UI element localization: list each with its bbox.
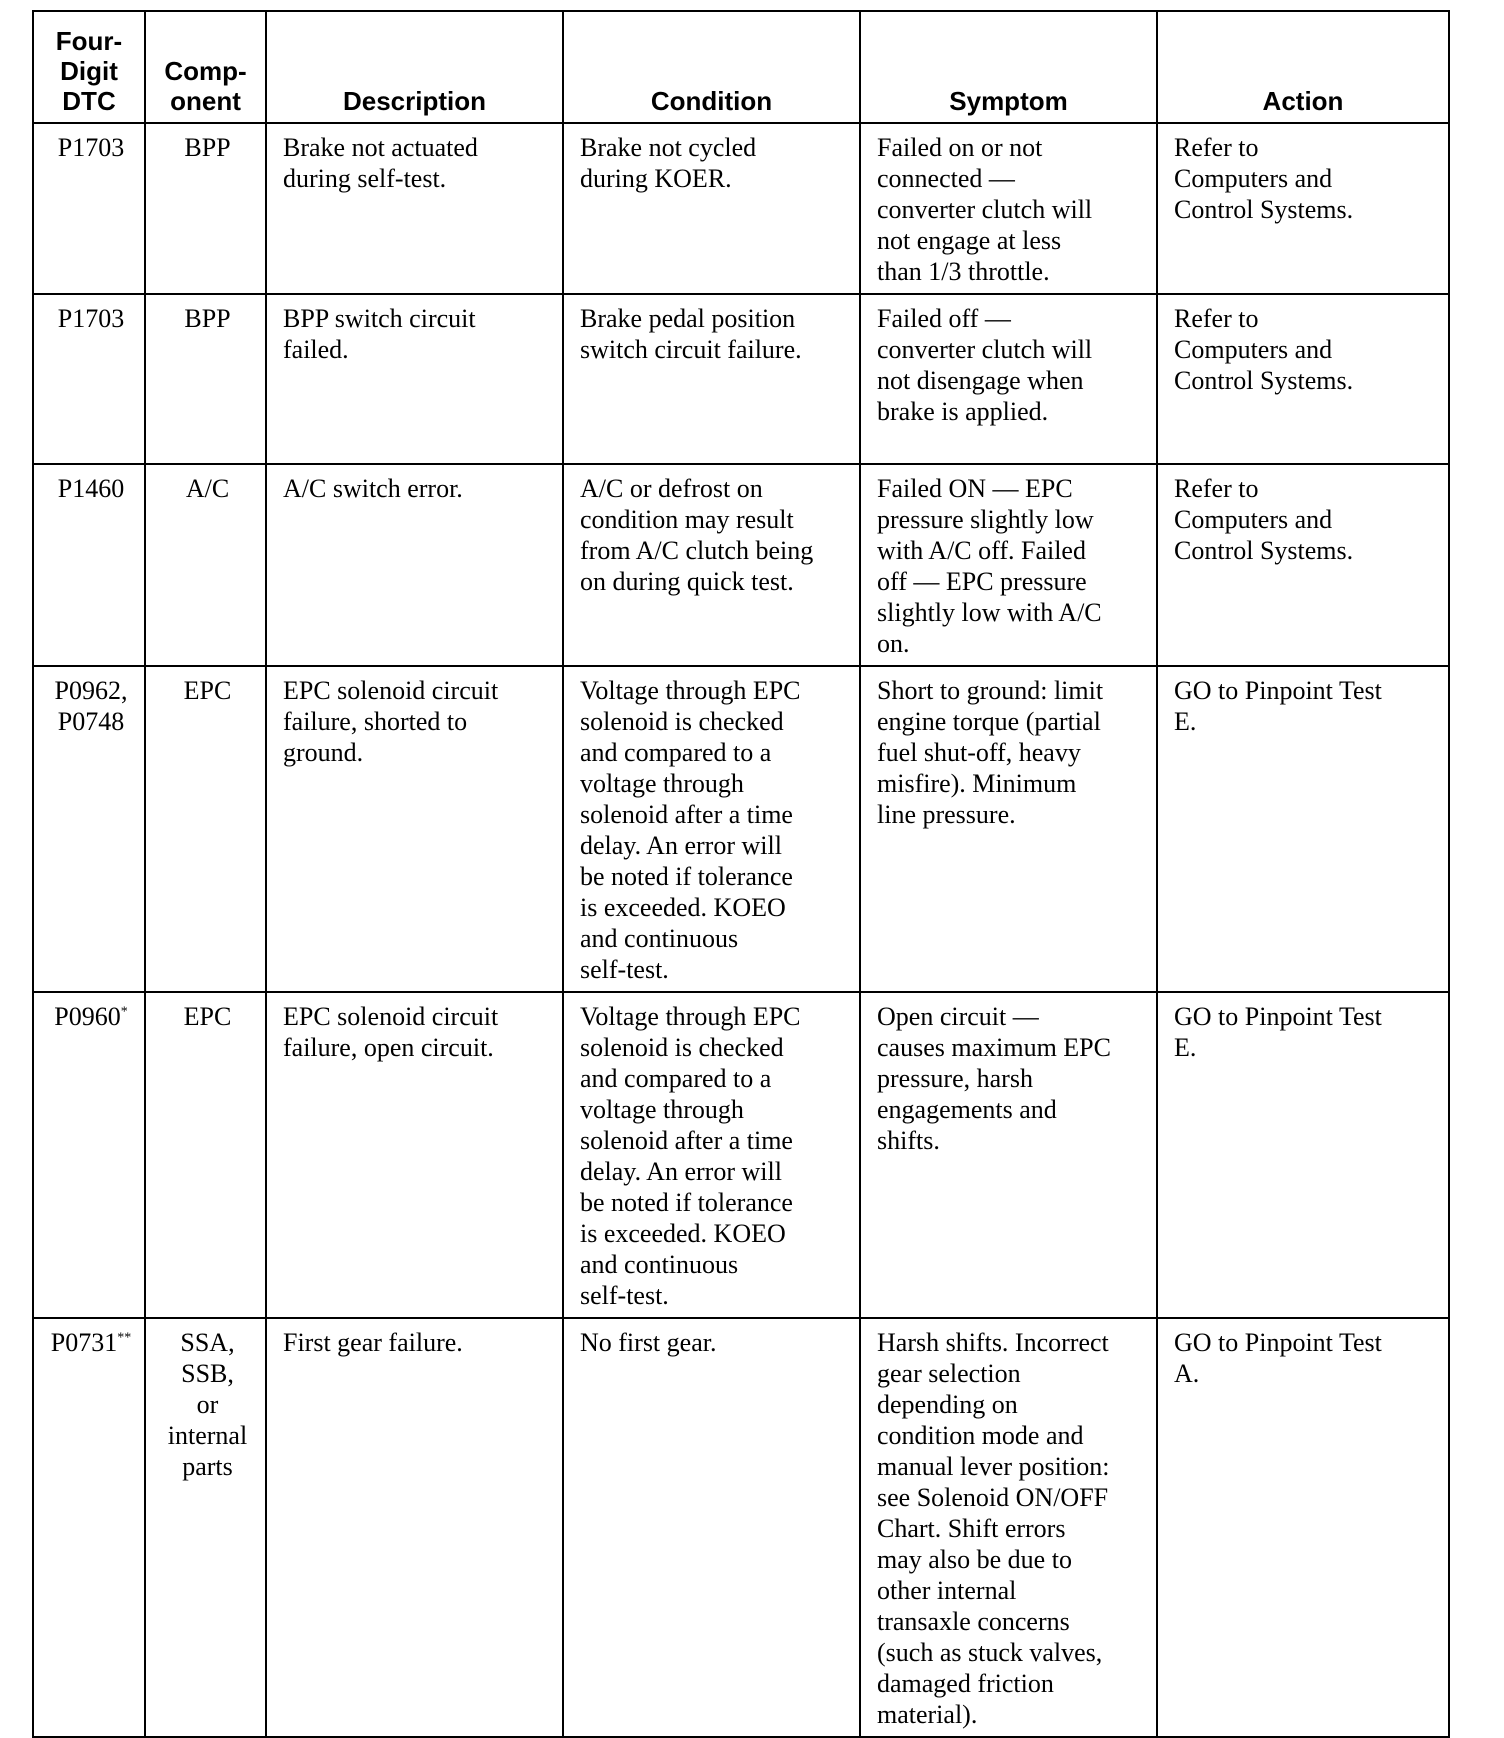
component-text-line: internal	[167, 1421, 248, 1450]
table-row	[33, 666, 1449, 992]
footnote-marker: **	[117, 1330, 132, 1346]
description-cell	[266, 992, 563, 1318]
component-cell	[145, 294, 266, 464]
symptom-text-line: pressure slightly low	[877, 505, 1094, 534]
symptom-text-line: slightly low with A/C	[877, 598, 1102, 627]
condition-text-line: self-test.	[580, 1281, 669, 1310]
condition-text-line: A/C or defrost on	[580, 474, 763, 503]
symptom-text-line: misfire). Minimum	[877, 769, 1077, 798]
symptom-text-line: line pressure.	[877, 800, 1016, 829]
symptom-text-line: engagements and	[877, 1095, 1057, 1124]
action-text-line: Control Systems.	[1174, 536, 1354, 565]
table-row	[33, 992, 1449, 1318]
component-text-line: SSB,	[181, 1359, 234, 1388]
action-text-line: E.	[1174, 1033, 1197, 1062]
condition-cell	[563, 294, 860, 464]
description-cell	[266, 123, 563, 294]
table-row	[33, 1318, 1449, 1737]
condition-text-line: No first gear.	[580, 1328, 717, 1357]
header-text-line: Digit	[60, 56, 118, 86]
symptom-text-line: fuel shut-off, heavy	[877, 738, 1081, 767]
table-row	[33, 123, 1449, 294]
condition-text-line: and compared to a	[580, 738, 772, 767]
description-cell	[266, 1318, 563, 1737]
component-text-line: A/C	[185, 474, 230, 503]
description-text-line: BPP switch circuit	[283, 304, 476, 333]
condition-text-line: be noted if tolerance	[580, 1188, 793, 1217]
action-text-line: A.	[1174, 1359, 1200, 1388]
action-cell	[1157, 992, 1449, 1318]
description-text-line: A/C switch error.	[283, 474, 463, 503]
condition-text-line: Brake pedal position	[580, 304, 796, 333]
header-text-line: Four-	[55, 26, 123, 56]
condition-cell	[563, 1318, 860, 1737]
component-text-line: SSA,	[180, 1328, 235, 1357]
action-text-line: Refer to	[1174, 474, 1259, 503]
header-text-line: Comp-	[164, 56, 247, 86]
action-text-line: GO to Pinpoint Test	[1174, 1328, 1382, 1357]
symptom-text-line: with A/C off. Failed	[877, 536, 1086, 565]
symptom-text-line: depending on	[877, 1390, 1018, 1419]
symptom-cell	[860, 666, 1157, 992]
condition-text-line: be noted if tolerance	[580, 862, 793, 891]
dtc-code-cell	[33, 1318, 145, 1737]
symptom-text-line: off — EPC pressure	[877, 567, 1087, 596]
dtc-code: P1703	[57, 133, 125, 162]
condition-text-line: solenoid is checked	[580, 1033, 784, 1062]
symptom-text-line: gear selection	[877, 1359, 1021, 1388]
action-text-line: GO to Pinpoint Test	[1174, 1002, 1382, 1031]
component-cell	[145, 1318, 266, 1737]
condition-cell	[563, 123, 860, 294]
footnote-marker: *	[120, 1004, 128, 1020]
header-text-line: DTC	[62, 86, 116, 116]
condition-cell	[563, 464, 860, 666]
description-text-line: ground.	[283, 738, 364, 767]
header-action	[1157, 11, 1449, 123]
description-text-line: failure, shorted to	[283, 707, 468, 736]
condition-cell	[563, 992, 860, 1318]
condition-text-line: switch circuit failure.	[580, 335, 802, 364]
description-cell	[266, 294, 563, 464]
symptom-text-line: may also be due to	[877, 1545, 1072, 1574]
condition-text-line: during KOER.	[580, 164, 732, 193]
dtc-code: P0962,	[54, 676, 128, 705]
component-text-line: parts	[182, 1452, 233, 1481]
symptom-text-line: Open circuit —	[877, 1002, 1039, 1031]
dtc-code: P1460	[57, 474, 125, 503]
symptom-cell	[860, 992, 1157, 1318]
dtc-code-cell	[33, 666, 145, 992]
condition-text-line: and compared to a	[580, 1064, 772, 1093]
symptom-text-line: see Solenoid ON/OFF	[877, 1483, 1109, 1512]
condition-text-line: and continuous	[580, 1250, 739, 1279]
component-text-line: BPP	[184, 133, 231, 162]
symptom-cell	[860, 1318, 1157, 1737]
dtc-code: P0748	[57, 707, 125, 736]
symptom-text-line: Failed off —	[877, 304, 1011, 333]
condition-text-line: voltage through	[580, 769, 744, 798]
symptom-text-line: (such as stuck valves,	[877, 1638, 1103, 1667]
symptom-text-line: other internal	[877, 1576, 1017, 1605]
condition-text-line: self-test.	[580, 955, 669, 984]
dtc-code-cell	[33, 464, 145, 666]
symptom-cell	[860, 294, 1157, 464]
table-header-row	[33, 11, 1449, 123]
symptom-text-line: converter clutch will	[877, 195, 1093, 224]
symptom-text-line: pressure, harsh	[877, 1064, 1033, 1093]
action-text-line: GO to Pinpoint Test	[1174, 676, 1382, 705]
header-text-line: Condition	[650, 86, 773, 116]
symptom-text-line: Short to ground: limit	[877, 676, 1104, 705]
symptom-text-line: shifts.	[877, 1126, 940, 1155]
header-text-line: onent	[170, 86, 241, 116]
header-description	[266, 11, 563, 123]
action-text-line: Control Systems.	[1174, 366, 1354, 395]
symptom-text-line: than 1/3 throttle.	[877, 257, 1050, 286]
table-row	[33, 294, 1449, 464]
dtc-table	[32, 10, 1450, 1738]
condition-cell	[563, 666, 860, 992]
action-text-line: Computers and	[1174, 164, 1333, 193]
symptom-text-line: manual lever position:	[877, 1452, 1110, 1481]
condition-text-line: is exceeded. KOEO	[580, 893, 786, 922]
description-text-line: failed.	[283, 335, 349, 364]
condition-text-line: voltage through	[580, 1095, 744, 1124]
action-cell	[1157, 123, 1449, 294]
description-text-line: failure, open circuit.	[283, 1033, 494, 1062]
symptom-cell	[860, 123, 1157, 294]
component-cell	[145, 666, 266, 992]
header-dtc	[33, 11, 145, 123]
condition-text-line: and continuous	[580, 924, 739, 953]
table-body	[33, 123, 1449, 1737]
condition-text-line: is exceeded. KOEO	[580, 1219, 786, 1248]
condition-text-line: on during quick test.	[580, 567, 794, 596]
header-text-line: Action	[1262, 86, 1344, 116]
component-cell	[145, 992, 266, 1318]
description-cell	[266, 666, 563, 992]
symptom-cell	[860, 464, 1157, 666]
symptom-text-line: connected —	[877, 164, 1015, 193]
condition-text-line: solenoid is checked	[580, 707, 784, 736]
description-text-line: First gear failure.	[283, 1328, 463, 1357]
dtc-code-cell	[33, 992, 145, 1318]
symptom-text-line: transaxle concerns	[877, 1607, 1070, 1636]
description-cell	[266, 464, 563, 666]
action-cell	[1157, 294, 1449, 464]
symptom-text-line: Harsh shifts. Incorrect	[877, 1328, 1109, 1357]
description-text-line: Brake not actuated	[283, 133, 478, 162]
symptom-text-line: converter clutch will	[877, 335, 1093, 364]
condition-text-line: Voltage through EPC	[580, 676, 801, 705]
action-text-line: Computers and	[1174, 335, 1333, 364]
symptom-text-line: brake is applied.	[877, 397, 1049, 426]
symptom-text-line: not disengage when	[877, 366, 1084, 395]
symptom-text-line: on.	[877, 629, 910, 658]
action-text-line: Control Systems.	[1174, 195, 1354, 224]
symptom-text-line: causes maximum EPC	[877, 1033, 1111, 1062]
action-cell	[1157, 666, 1449, 992]
header-text-line: Symptom	[949, 86, 1068, 116]
symptom-text-line: not engage at less	[877, 226, 1062, 255]
action-cell	[1157, 464, 1449, 666]
action-cell	[1157, 1318, 1449, 1737]
table-row	[33, 464, 1449, 666]
symptom-text-line: damaged friction	[877, 1669, 1054, 1698]
header-condition	[563, 11, 860, 123]
condition-text-line: solenoid after a time	[580, 800, 793, 829]
condition-text-line: delay. An error will	[580, 831, 782, 860]
component-text-line: BPP	[184, 304, 231, 333]
symptom-text-line: engine torque (partial	[877, 707, 1101, 736]
condition-text-line: delay. An error will	[580, 1157, 782, 1186]
condition-text-line: solenoid after a time	[580, 1126, 793, 1155]
condition-text-line: from A/C clutch being	[580, 536, 814, 565]
component-cell	[145, 123, 266, 294]
dtc-code-cell	[33, 123, 145, 294]
description-text-line: during self-test.	[283, 164, 447, 193]
component-cell	[145, 464, 266, 666]
condition-text-line: condition may result	[580, 505, 794, 534]
symptom-text-line: Failed on or not	[877, 133, 1043, 162]
condition-text-line: Voltage through EPC	[580, 1002, 801, 1031]
condition-text-line: Brake not cycled	[580, 133, 757, 162]
dtc-code: P0960*	[54, 1002, 128, 1031]
description-text-line: EPC solenoid circuit	[283, 676, 499, 705]
header-symptom	[860, 11, 1157, 123]
symptom-text-line: Chart. Shift errors	[877, 1514, 1066, 1543]
action-text-line: E.	[1174, 707, 1197, 736]
symptom-text-line: condition mode and	[877, 1421, 1084, 1450]
action-text-line: Computers and	[1174, 505, 1333, 534]
dtc-code-cell	[33, 294, 145, 464]
component-text-line: EPC	[183, 1002, 232, 1031]
symptom-text-line: Failed ON — EPC	[877, 474, 1073, 503]
action-text-line: Refer to	[1174, 133, 1259, 162]
description-text-line: EPC solenoid circuit	[283, 1002, 499, 1031]
action-text-line: Refer to	[1174, 304, 1259, 333]
dtc-code: P0731**	[50, 1328, 132, 1357]
component-text-line: EPC	[183, 676, 232, 705]
dtc-code: P1703	[57, 304, 125, 333]
component-text-line: or	[196, 1390, 219, 1419]
dtc-document-page	[32, 10, 1450, 1738]
header-component	[145, 11, 266, 123]
header-text-line: Description	[342, 86, 487, 116]
symptom-text-line: material).	[877, 1700, 978, 1729]
